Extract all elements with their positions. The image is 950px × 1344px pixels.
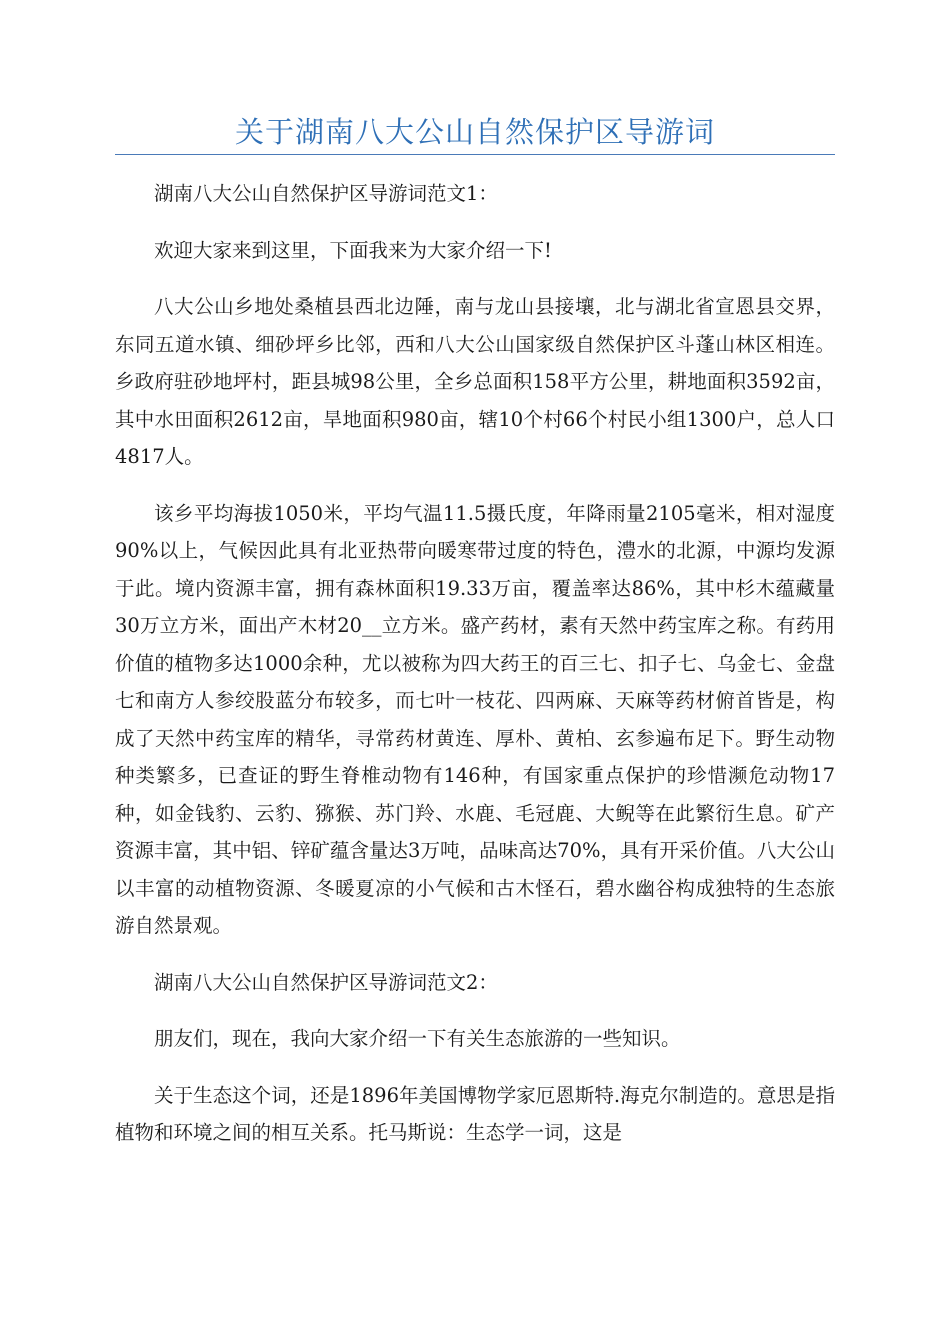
paragraph-ecology-origin: 关于生态这个词，还是1896年美国博物学家厄恩斯特.海克尔制造的。意思是指植物和环境之间的相互关系。托马斯说：生态学一词，这是 <box>115 1083 835 1144</box>
document-title: 关于湖南八大公山自然保护区导游词 <box>234 115 715 149</box>
paragraph-sample1-heading: 湖南八大公山自然保护区导游词范文1： <box>154 182 498 205</box>
paragraph-climate-resources: 该乡平均海拔1050米，平均气温11.5摄氏度，年降雨量2105毫米，相对湿度90%以上，气候因此具有北亚热带向暖寒带过度的特色，澧水的北源，中源均发源于此。境内资源丰富，拥有森林面积19.33万亩，覆盖率达86%，其中杉木蕴藏量30万立方米，面出产木材20__立方米。盛产药材，素有天然中药宝库之称。有药用价值的植物多达1000余种，尤以被称为四大药王的百三七、扣子七、乌金七、金盘七和南方人参绞股蓝分布较多，而七叶一枝花、四两麻、天麻等药材俯首皆是，构成了天然中药宝库的精华，寻常药材黄连、厚朴、黄柏、玄参遍布足下。野生动物种类繁多，已查证的野生脊椎动物有146种，有国家重点保护的珍惜濒危动物17种，如金钱豹、云豹、猕猴、苏门羚、水鹿、毛冠鹿、大鲵等在此繁衍生息。矿产资源丰富，其中铝、锌矿蕴含量达3万吨，品味高达70%，具有开采价值。八大公山以丰富的动植物资源、冬暖夏凉的小气候和古木怪石，碧水幽谷构成独特的生态旅游自然景观。 <box>115 501 835 937</box>
paragraph-welcome: 欢迎大家来到这里，下面我来为大家介绍一下! <box>154 238 552 262</box>
paragraph-intro-eco: 朋友们，现在，我向大家介绍一下有关生态旅游的一些知识。 <box>154 1027 681 1050</box>
paragraph-sample2-heading: 湖南八大公山自然保护区导游词范文2： <box>154 970 498 994</box>
document-body <box>115 175 835 1171</box>
title-underline <box>115 154 835 155</box>
paragraph-location: 八大公山乡地处桑植县西北边陲，南与龙山县接壤，北与湖北省宣恩县交界，东同五道水镇、细砂坪乡比邻，西和八大公山国家级自然保护区斗蓬山林区相连。乡政府驻砂地坪村，距县城98公里，全乡总面积158平方公里，耕地面积3592亩，其中水田面积2612亩，旱地面积980亩，辖10个村66个村民小组1300户，总人口4817人。 <box>115 295 835 468</box>
